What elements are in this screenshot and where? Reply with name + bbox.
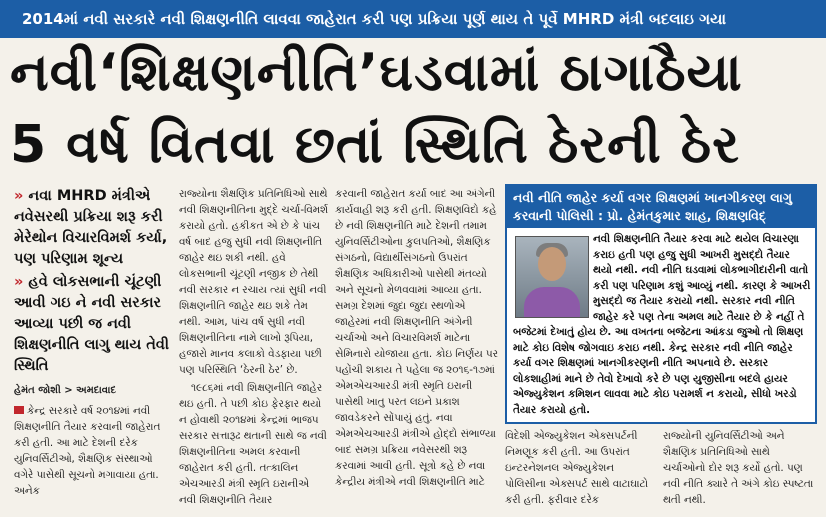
quote-text-rest: બજેટમાં દેખાતું હોય છે. આ વખતના બજેટના આંકડા જુઓ તો શિક્ષણ માટે કોઇ વિશેષ જોગવાઇ કરાઇ નથી. કેન્દ્ર સરકાર નવી નીતિ જાહેર કર્યા વગર શિક્ષણમાં ખાનગીકરણની નીતિ અપનાવે છે. સરકાર લોકશાહીમાં માને છે તેવો દેખાવો કરે છે પણ યુજીસીના બદલે હાયર એજ્યુકેશન કમિશન લાવવા માટે કોઇ પરામર્શ ન કરાયો, સીધો ખરડો તૈયાર કરાયો હતો.: [513, 326, 804, 416]
column-2-body-b: ૧૯૮૬માં નવી શિક્ષણનીતિ જાહેર થઇ હતી. તે પછી કોઇ ફેરફાર થયો ન હોવાથી ૨૦૧૪માં કેન્દ્રમાં ભાજપ સરકાર સત્તારૂઢ થતાની સાથે જ નવી શિક્ષણનીતિના અમલ કરવાની જાહેરાત કરી હતી. તત્કાલિન એચઆરડી મંત્રી સ્મૃતિ ઇરાનીએ નવી શિક્ષણનીતિ તૈયાર: [179, 382, 327, 506]
article-column-5: રાજ્યોની યુનિવર્સિટીઓ અને શૈક્ષણિક પ્રતિનિધિઓ સાથે ચર્ચાઓનો દોર શરૂ કર્યો હતો. પણ નવી નીતિ ક્યારે તે અંગે કોઇ સ્પષ્ટતા થતી નથી.: [663, 430, 814, 506]
quote-box-title: નવી નીતિ જાહેર કર્યા વગર શિક્ષણમાં ખાનગીકરણ લાગુ કરવાની પોલિસી : પ્રો. હેમંતકુમાર શાહ, શિક્ષણવિદ્: [507, 186, 815, 228]
expert-photo: [515, 236, 589, 318]
subhead-1-text: નવા MHRD મંત્રીએ નવેસરથી પ્રક્રિયા શરૂ કરી મેરેથોન વિચારવિમર્શ કર્યા, પણ પરિણામ શૂન્ય: [14, 188, 168, 267]
quote-box-body: [507, 230, 815, 422]
column-2-body-a: રાજ્યોના શૈક્ષણિક પ્રતિનિધિઓ સાથે નવી શિક્ષણનીતિના મુદ્દે ચર્ચા-વિમર્શ કરાયો હતો. હકીકત એ છે કે પાંચ વર્ષ બાદ હજુ સુધી નવી શિક્ષણનીતિ જાહેર થઇ શકી નથી. હવે લોકસભાની ચૂંટણી નજીક છે તેથી નવી સરકાર ન રચાય ત્યાં સુધી નવી શિક્ષણનીતિ જાહેર થઇ શકે તેમ નથી. આમ, પાંચ વર્ષ સુધી નવી શિક્ષણનીતિના નામે લાખો રૂપિયા, હજારો માનવ કલાકો વેડફાયા પછી પણ પરિસ્થિતિ ‘ઠેરની ઠેર’ છે.: [179, 188, 328, 376]
column-1-body: [14, 403, 172, 499]
expert-quote-box: [505, 184, 817, 424]
column-1-text: કેન્દ્ર સરકારે વર્ષ ૨૦૧૪માં નવી શિક્ષણનીતિ તૈયાર કરવાની જાહેરાત કરી હતી. આ માટે દેશની દરેક યુનિવર્સિટીઓ, શૈક્ષણિક સંસ્થાઓ વગેરે પાસેથી સૂચનો મગાવાયા હતા. અનેક: [14, 405, 161, 497]
subhead-1: [14, 186, 172, 270]
bullet-mark: »: [14, 274, 29, 290]
article-column-3: કરવાની જાહેરાત કર્યા બાદ આ અંગેની કાર્યવાહી શરૂ કરી હતી. શિક્ષણવિદો કહે છે નવી શિક્ષણનીતિ માટે દેશની તમામ યુનિવર્સિટીઓના કુલપતિઓ, શૈક્ષણિક સંગઠનો, વિદ્યાર્થીસંગઠનો ઉપરાંત શૈક્ષણિક અધિકારીઓ પાસેથી મંતવ્યો અને સૂચનો મેળવવામાં આવ્યા હતા. સમગ્ર દેશમાં જુદા જુદા સ્થળોએ જાહેરમાં નવી શિક્ષણનીતિ અંગેની ચર્ચાઓ અને વિચારવિમર્શ માટેના સેમિનારો યોજાયા હતા. કોઇ નિર્ણય પર પહોંચી શકાય તે પહેલા જ ૨૦૧૬-૧૭માં એમએચઆરડી મંત્રી સ્મૃતિ ઇરાની પાસેથી ખાતુ પરત લઇને પ્રકાશ જાવડેકરને સોંપાયું હતું. નવા એમએચઆરડી મંત્રીએ હોદ્દો સંભાળ્યા બાદ સમગ્ર પ્રક્રિયા નવેસરથી શરૂ કરવામાં આવી હતી. સૂત્રો કહે છે નવા કેન્દ્રીય મંત્રીએ નવી શિક્ષણનીતિ માટે: [335, 188, 498, 488]
kicker-banner: 2014માં નવી સરકારે નવી શિક્ષણનીતિ લાવવા જાહેરાત કરી પણ પ્રક્રિયા પૂર્ણ થાય તે પૂર્વે MHRD મંત્રી બદલાઇ ગયા: [0, 0, 826, 38]
quote-text-top: નવી શિક્ષણનીતિ તૈયાર કરવા માટે થયેલ વિચારણા કરાઇ હતી પણ હજુ સુધી આખરી મુસદ્દો તૈયાર થયો નથી. નવી નીતિ ઘડવામાં લોકભાગીદારીની વાતો કરી પણ પરિણામ કશું આવ્યું નથી. કારણ કે આખરી મુસદ્દો જ તૈયાર કરાયો નથી. સરકાર નવી નીતિ જાહેર કરે પણ તેના અમલ માટે તૈયાર છે કે નહીં તે: [593, 233, 811, 323]
subhead-2: [14, 272, 172, 377]
story-start-marker: [14, 406, 24, 414]
headline-line-1: નવી‘શિક્ષણનીતિ’ઘડવામાં ઠાગાઠૈયા: [10, 43, 743, 103]
article-column-4: વિદેશી એજ્યુકેશન એક્સપર્ટની નિમણૂક કરી હતી. આ ઉપરાંત ઇન્ટરનેશનલ એજ્યુકેશન પોલિસીના એક્સપર્ટ સાથે વાટાઘાટો કરી હતી. ફરીવાર દરેક: [505, 430, 649, 506]
subhead-2-text: હવે લોકસભાની ચૂંટણી આવી ગઇ ને નવી સરકાર આવ્યા પછી જ નવી શિક્ષણનીતિ લાગુ થાય તેવી સ્થિતિ: [14, 274, 170, 374]
article-column-1: [14, 186, 172, 511]
article-column-2: [179, 186, 329, 511]
bullet-mark: »: [14, 188, 29, 204]
byline: હેમંત જોશી > અમદાવાદ: [14, 385, 117, 396]
headline-line-2: 5 વર્ષ વિતવા છતાં સ્થિતિ ઠેરની ઠેર: [10, 115, 740, 175]
